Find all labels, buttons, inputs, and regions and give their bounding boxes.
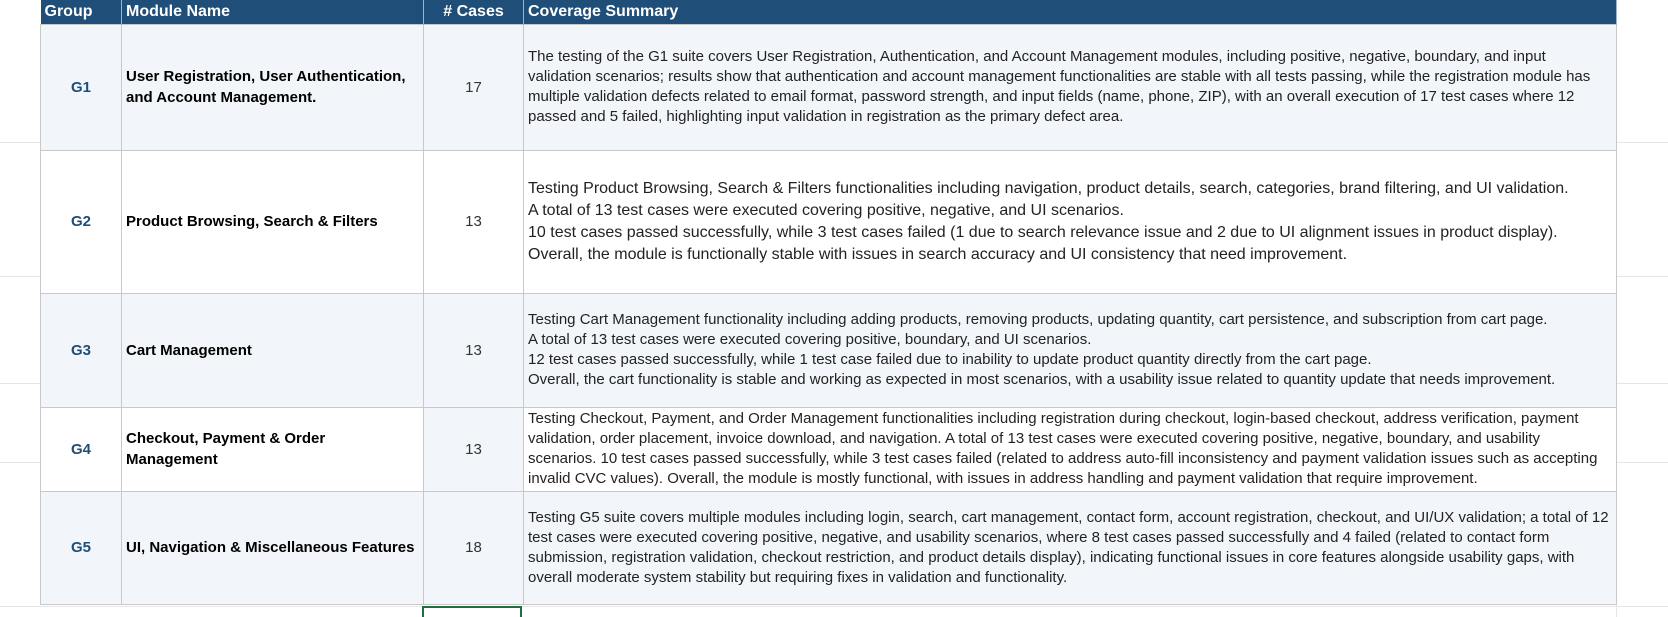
table-row bbox=[41, 24, 1617, 150]
cases-cell[interactable]: 13 bbox=[424, 407, 524, 491]
module-name-cell[interactable]: Cart Management bbox=[122, 293, 424, 407]
selected-cell-outline[interactable] bbox=[422, 606, 522, 617]
table-row bbox=[41, 293, 1617, 407]
cases-cell[interactable]: 17 bbox=[424, 24, 524, 150]
header-cases[interactable]: # Cases bbox=[424, 0, 524, 24]
coverage-summary-cell[interactable] bbox=[524, 407, 1617, 491]
header-coverage-summary[interactable]: Coverage Summary bbox=[524, 0, 1617, 24]
summary-text: Overall, the module is functionally stable with issues in search accuracy and UI consistency that need improvement. bbox=[528, 245, 1348, 263]
summary-text: A total of 13 test cases were executed covering positive, boundary, and UI scenarios. bbox=[528, 331, 1092, 348]
summary-text: Testing Product Browsing, Search & Filters functionalities including navigation, product details, search, categories, brand filtering, and UI validation. bbox=[528, 179, 1569, 197]
summary-text: 10 test cases passed successfully, while 3 test cases failed (1 due to search relevance issue and 2 due to UI alignment issues in product display). bbox=[528, 223, 1558, 241]
cases-cell[interactable]: 18 bbox=[424, 491, 524, 604]
header-module-name[interactable]: Module Name bbox=[122, 0, 424, 24]
summary-text: Overall, the cart functionality is stable and working as expected in most scenarios, with a usability issue related to quantity update that needs improvement. bbox=[528, 371, 1556, 388]
summary-text: Testing Cart Management functionality including adding products, removing products, updating quantity, cart persistence, and subscription from cart page. bbox=[528, 311, 1548, 328]
table-row bbox=[41, 150, 1617, 293]
header-row bbox=[41, 0, 1617, 24]
cases-cell[interactable]: 13 bbox=[424, 293, 524, 407]
group-cell[interactable]: G1 bbox=[41, 24, 122, 150]
gridline bbox=[0, 606, 1668, 607]
group-cell[interactable]: G3 bbox=[41, 293, 122, 407]
table-row bbox=[41, 407, 1617, 491]
header-group[interactable]: Group bbox=[41, 0, 122, 24]
module-name-cell[interactable]: Checkout, Payment & Order Management bbox=[122, 407, 424, 491]
group-cell[interactable]: G2 bbox=[41, 150, 122, 293]
coverage-summary-cell[interactable] bbox=[524, 293, 1617, 407]
coverage-summary-cell[interactable] bbox=[524, 150, 1617, 293]
summary-text: A total of 13 test cases were executed covering positive, negative, and UI scenarios. bbox=[528, 201, 1124, 219]
module-name-cell[interactable]: User Registration, User Authentication, and Account Management. bbox=[122, 24, 424, 150]
module-name-cell[interactable]: UI, Navigation & Miscellaneous Features bbox=[122, 491, 424, 604]
summary-text: The testing of the G1 suite covers User Registration, Authentication, and Account Management modules, including positive, negative, boundary, and input validation scenarios; results show that authentication and account management functionalities are stable with all tests passing, while the registration module has multiple validation defects related to email format, password strength, and input fields (name, phone, ZIP), with an overall execution of 17 test cases where 12 passed and 5 failed, highlighting input validation in registration as the primary defect area. bbox=[528, 48, 1591, 125]
summary-text: 12 test cases passed successfully, while 1 test case failed due to inability to update product quantity directly from the cart page. bbox=[528, 351, 1372, 368]
module-name-cell[interactable]: Product Browsing, Search & Filters bbox=[122, 150, 424, 293]
group-cell[interactable]: G4 bbox=[41, 407, 122, 491]
coverage-summary-cell[interactable] bbox=[524, 24, 1617, 150]
coverage-summary-cell[interactable] bbox=[524, 491, 1617, 604]
table-row bbox=[41, 491, 1617, 604]
coverage-table bbox=[40, 0, 1617, 605]
group-cell[interactable]: G5 bbox=[41, 491, 122, 604]
summary-text: Testing G5 suite covers multiple modules including login, search, cart management, contact form, account registration, checkout, and UI/UX validation; a total of 12 test cases were executed covering positive, negative, and usability scenarios, where 8 test cases passed successfully and 4 failed (related to contact form submission, registration validation, checkout restriction, and product details display), indicating functional issues in core features alongside usability gaps, with overall moderate system stability but requiring fixes in validation and functionality. bbox=[528, 508, 1609, 586]
summary-text: Testing Checkout, Payment, and Order Management functionalities including registration during checkout, login-based checkout, address verification, payment validation, order placement, invoice download, and navigation. A total of 13 test cases were executed covering positive, negative, boundary, and usability scenarios. 10 test cases passed successfully, while 3 test cases failed (related to address auto-fill inconsistency and payment validation issues such as accepting invalid CVC values). Overall, the module is mostly functional, with issues in address handling and payment validation that require improvement. bbox=[528, 410, 1598, 487]
cases-cell[interactable]: 13 bbox=[424, 150, 524, 293]
